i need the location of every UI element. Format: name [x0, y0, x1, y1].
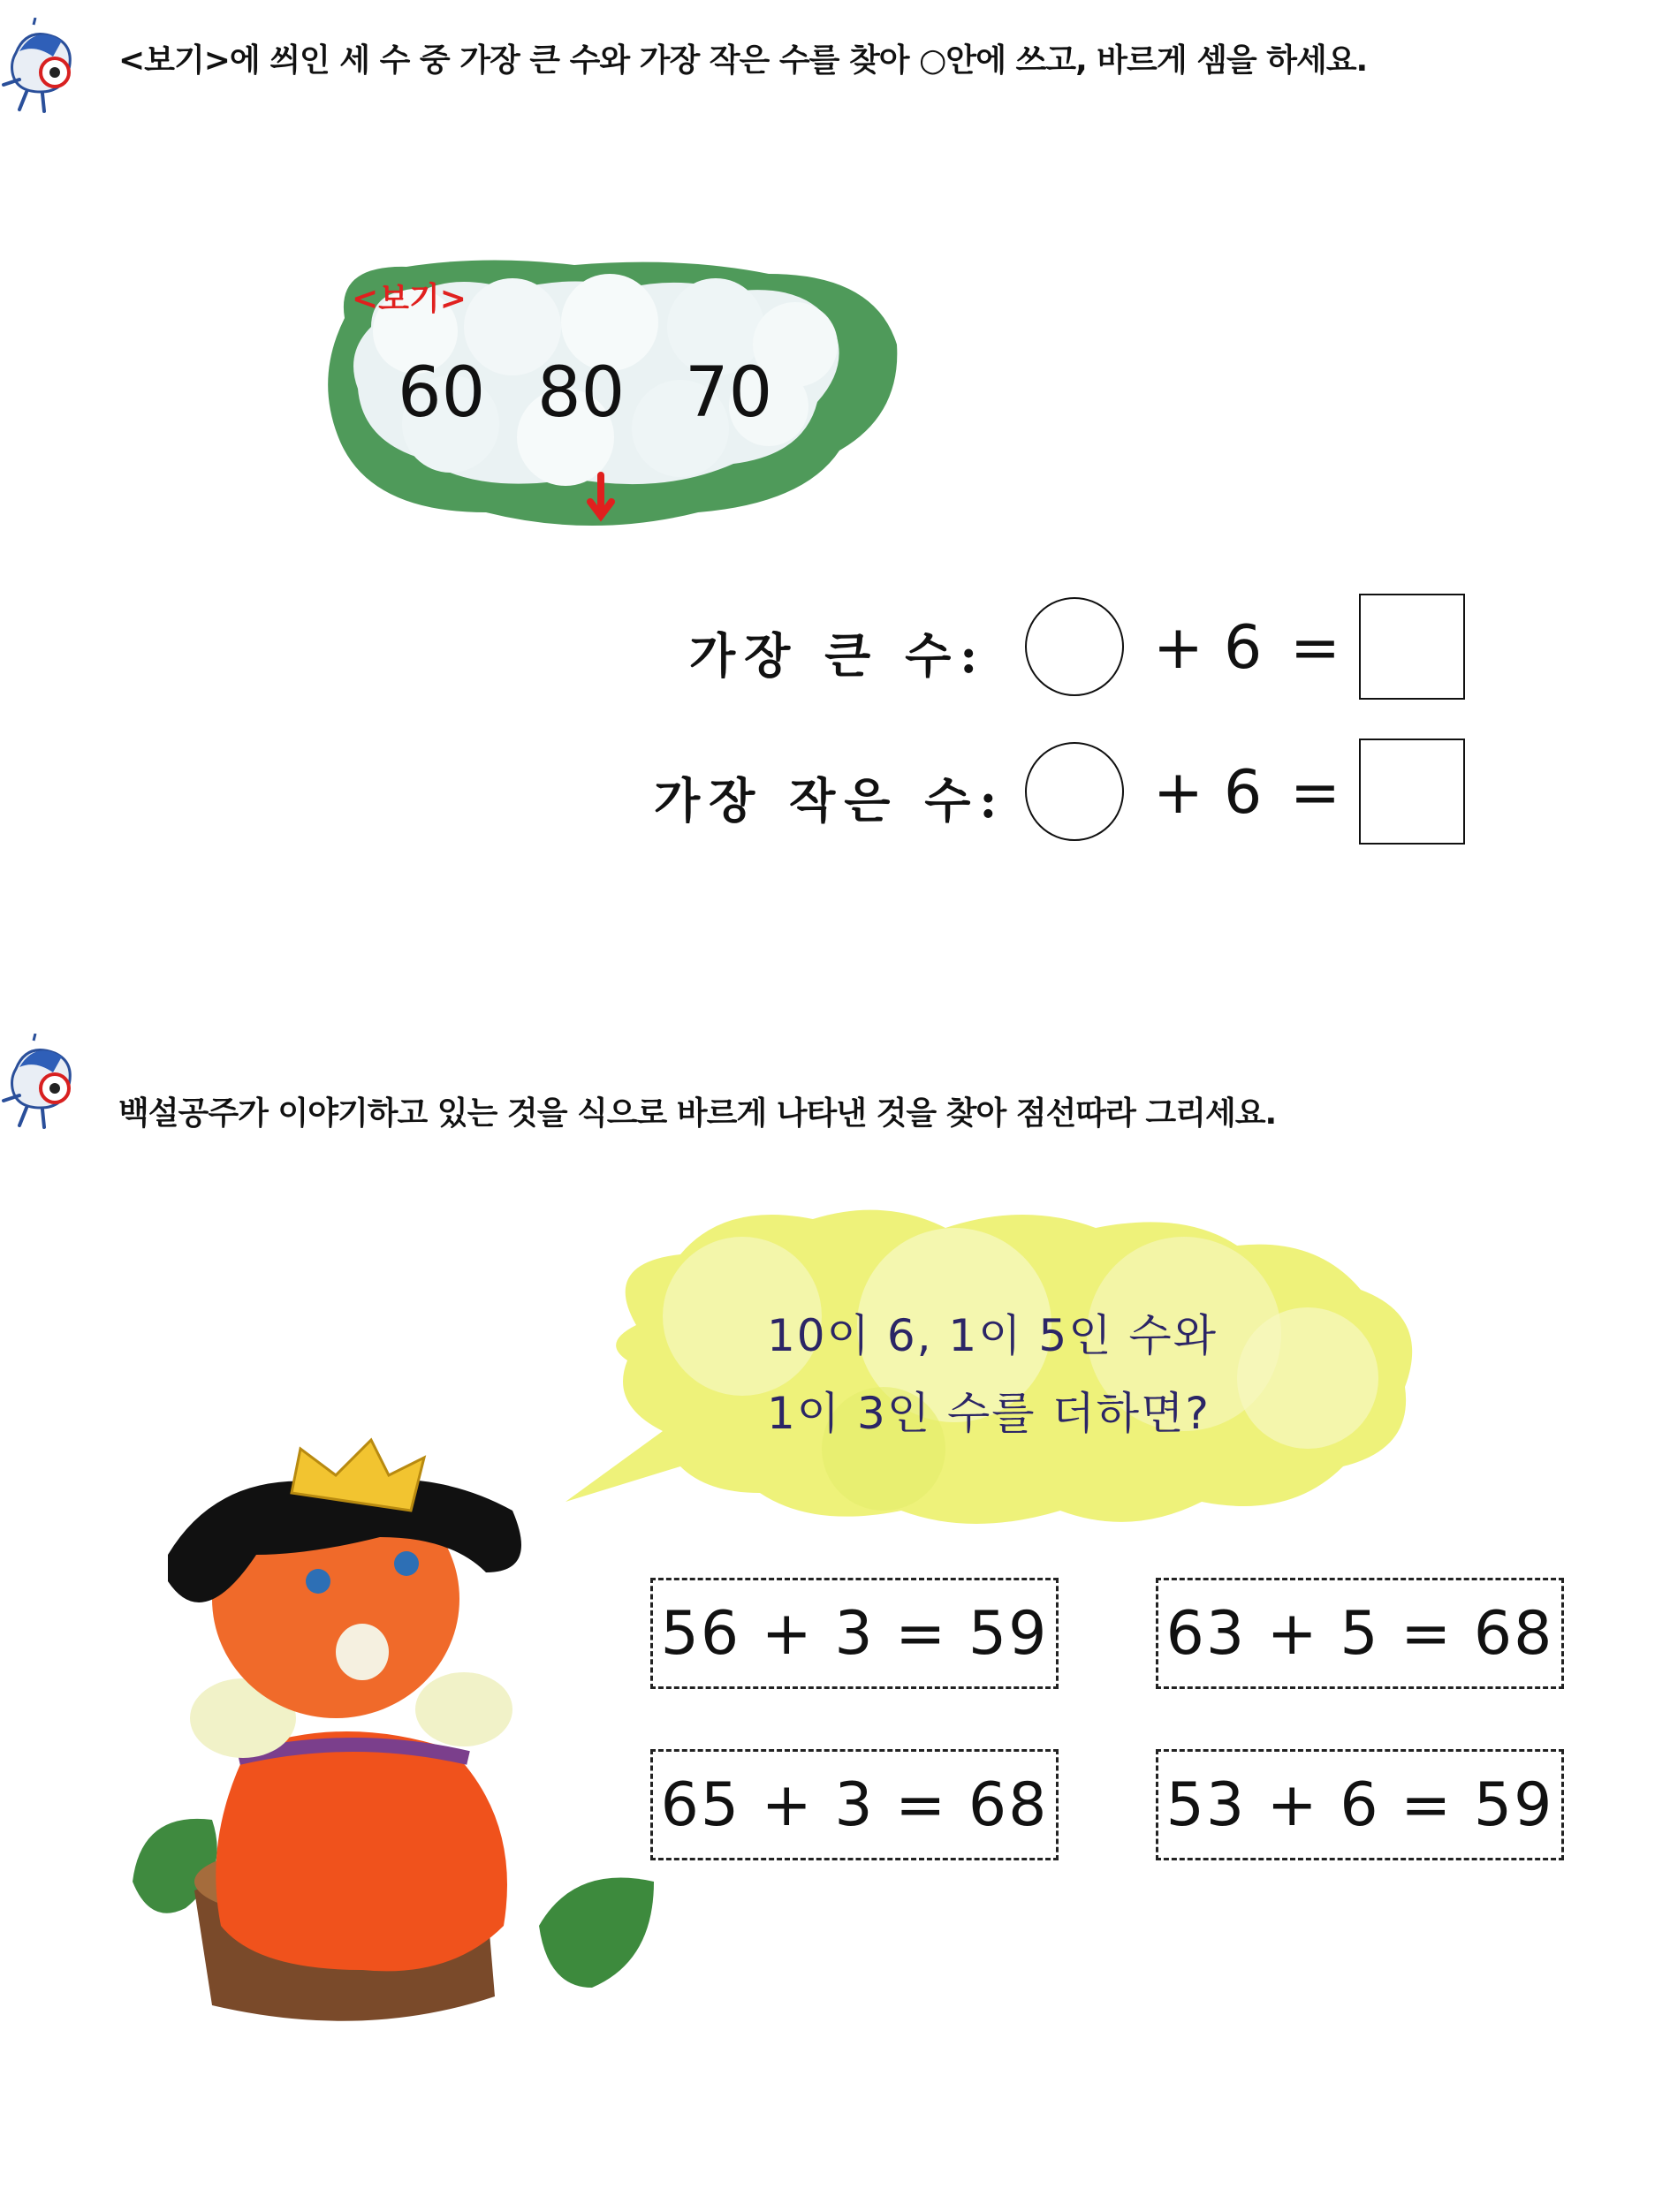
- plus-sign: +: [1153, 758, 1203, 828]
- equals-sign: =: [1290, 613, 1340, 683]
- princess-illustration: [115, 1431, 680, 2041]
- addend: 6: [1224, 613, 1263, 683]
- example-number-3: 70: [685, 353, 773, 433]
- smallest-sum-box[interactable]: [1359, 739, 1465, 845]
- largest-number-label: 가장 큰 수:: [689, 627, 987, 684]
- choice-2[interactable]: 63 + 5 = 68: [1156, 1578, 1564, 1689]
- problem-1-instruction: <보기>에 씌인 세 수 중 가장 큰 수와 가장 작은 수를 찾아 ○안에 쓰고, 바르게 셈을 하세요.: [118, 42, 1368, 79]
- largest-number-circle[interactable]: [1025, 597, 1124, 696]
- smallest-number-circle[interactable]: [1025, 742, 1124, 841]
- equals-sign: =: [1290, 758, 1340, 828]
- example-label: <보기>: [352, 281, 467, 317]
- mascot-icon: [0, 1034, 97, 1134]
- choice-3[interactable]: 65 + 3 = 68: [650, 1749, 1059, 1860]
- problem-2-instruction: 백설공주가 이야기하고 있는 것을 식으로 바르게 나타낸 것을 찾아 점선따라 그리세요.: [118, 1095, 1277, 1132]
- example-number-2: 80: [537, 353, 626, 433]
- plus-sign: +: [1153, 613, 1203, 683]
- largest-sum-box[interactable]: [1359, 594, 1465, 700]
- smallest-number-label: 가장 작은 수:: [654, 772, 1006, 829]
- example-cloud: [309, 247, 910, 557]
- example-number-1: 60: [398, 353, 486, 433]
- mascot-icon: [0, 18, 97, 118]
- speech-line-1: 10이 6, 1이 5인 수와: [767, 1310, 1218, 1361]
- choice-4[interactable]: 53 + 6 = 59: [1156, 1749, 1564, 1860]
- speech-line-2: 1이 3인 수를 더하면?: [767, 1388, 1211, 1439]
- choice-1[interactable]: 56 + 3 = 59: [650, 1578, 1059, 1689]
- addend: 6: [1224, 758, 1263, 828]
